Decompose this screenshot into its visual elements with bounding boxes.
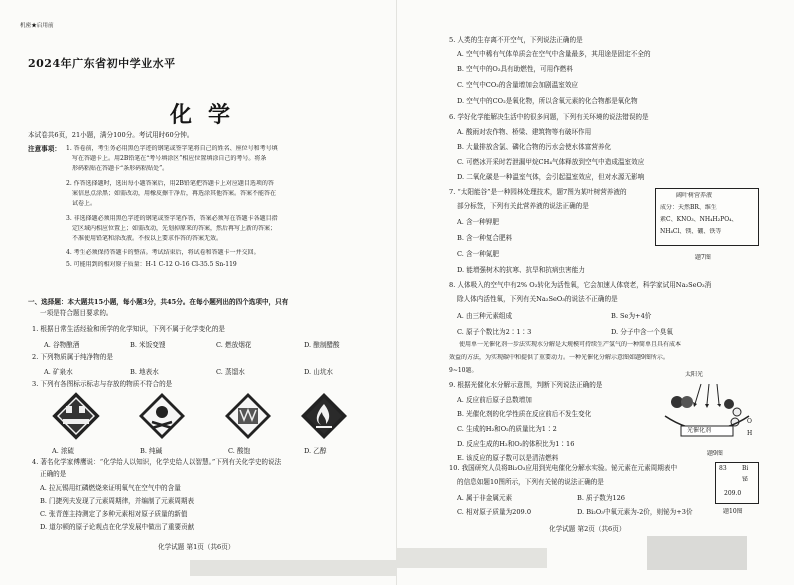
atomic-mass: 209.0 bbox=[724, 490, 742, 497]
q9-option-d: D. 反应生成的H₂和O₂的体积比为1∶16 bbox=[457, 440, 575, 448]
q7-option-d: D. 能增强树木的抗寒、抗旱和抗病虫害能力 bbox=[457, 266, 585, 274]
question-2: 2. 下列物质属于纯净物的是 bbox=[32, 353, 113, 361]
nutrient-label-line: 成分：天然BR、维生 bbox=[660, 204, 717, 211]
exam-intro: 本试卷共6页，21小题，满分100分。考试用时60分钟。 bbox=[28, 131, 194, 139]
q4-option-a: A. 拉瓦锡用红磷燃烧来证明氧气在空气中的含量 bbox=[40, 484, 181, 492]
q3-option-a: A. 浓硫 bbox=[52, 447, 75, 455]
q10-option-a: A. 属于非金属元素 bbox=[457, 494, 513, 502]
scan-smudge bbox=[190, 560, 400, 576]
q1-option-c: C. 燃放烟花 bbox=[216, 341, 252, 349]
q6-option-a: A. 酸雨对农作物、桥梁、建筑物等有破坏作用 bbox=[457, 128, 592, 136]
q10-option-c: C. 相对原子质量为209.0 bbox=[457, 508, 532, 516]
q10-option-b: B. 质子数为126 bbox=[577, 494, 625, 502]
question-9: 9. 根据光催化水分解示意图，判断下列说法正确的是 bbox=[449, 381, 603, 389]
nutrient-label-line: NH₄Cl、镁、硼、铁等 bbox=[660, 228, 722, 235]
q7-option-a: A. 含一种钾肥 bbox=[457, 218, 499, 226]
passage-line: 9~10题。 bbox=[449, 367, 478, 374]
q4-option-c: C. 张青莲主持测定了多种元素相对原子质量的新值 bbox=[40, 510, 188, 518]
page-footer: 化学试题 第2页（共6页） bbox=[549, 525, 626, 533]
passage-line: 效益的方法，为实现碳中和提供了重要动力。一种光催化分解示意图如题9图所示。 bbox=[449, 354, 669, 361]
hydrogen-legend-label: H bbox=[747, 430, 753, 437]
nutrient-label-box bbox=[655, 188, 759, 246]
exam-page-right bbox=[397, 0, 794, 585]
question-4: 正确的是 bbox=[40, 470, 67, 478]
q5-option-a: A. 空气中稀有气体单质会在空气中含量最多，其用途是固定不全的 bbox=[457, 50, 651, 58]
corrosive-hazard-icon bbox=[52, 392, 100, 440]
q1-option-a: A. 谷物酿酒 bbox=[44, 341, 80, 349]
question-10: 10. 我国研究人员将Bi₂O₃应用到光电催化分解水实验。铋元素在元素周期表中 bbox=[449, 464, 678, 472]
nutrient-label-title: 阔叶树营养液 bbox=[676, 192, 713, 199]
notes-label: 注意事项： bbox=[28, 145, 61, 153]
question-1: 1. 根据日常生活经验和所学的化学知识，下列不属于化学变化的是 bbox=[32, 325, 226, 333]
q3-option-c: C. 酸饱 bbox=[228, 447, 251, 455]
question-3: 3. 下列有各图标示标志与存放的物质不符合的是 bbox=[32, 380, 173, 388]
note-line: 写在答题卡上。用2B铅笔在“考号填涂区”相应位置填涂自己的考号。将条 bbox=[72, 155, 267, 162]
passage-line: 使用单一光催化剂一步法实现水分解是大规模可持续生产氢气的一种简单且具有成本 bbox=[459, 341, 682, 348]
q10-option-d: D. Bi₂O₃中氧元素为-2价，则铋为+3价 bbox=[577, 508, 693, 516]
q6-option-d: D. 二氧化碳是一种温室气体，会引起温室效应，但对水源无影响 bbox=[457, 173, 645, 181]
q8-option-a: A. 由三种元素组成 bbox=[457, 312, 513, 320]
photocatalyst-label: 光催化剂 bbox=[687, 427, 712, 434]
oxygen-legend-label: O bbox=[747, 418, 752, 425]
question-4: 4. 著名化学家傅鹰说：“化学给人以知识，化学史给人以智慧。”下列有关化学史的说法 bbox=[32, 458, 282, 466]
note-line: 2. 作答选择题时，选出每小题答案后，用2B铅笔把答题卡上对应题目选项的答 bbox=[66, 180, 274, 187]
q8-option-c: C. 原子个数比为2∶1∶3 bbox=[457, 328, 532, 336]
q4-option-d: D. 道尔顿的原子论观点在化学发展中做出了重要贡献 bbox=[40, 523, 195, 531]
note-line: 形码粘贴在答题卡“条形码粘贴处”。 bbox=[72, 165, 169, 172]
bismuth-element-card bbox=[715, 462, 759, 504]
q9-option-e: E. 该反应的原子数可以是清洁燃料 bbox=[457, 454, 559, 462]
figure-9-caption: 题9图 bbox=[707, 450, 723, 457]
note-line: 1. 答卷前，考生务必用黑色字迹的钢笔或签字笔将自己的姓名、座位号和考号填 bbox=[66, 145, 278, 152]
note-line: 定区域内相应位置上；如需改动，先划掉原来的答案，然后再写上新的答案； bbox=[72, 225, 277, 232]
atomic-number: 83 bbox=[719, 465, 727, 472]
scan-smudge bbox=[397, 548, 547, 568]
q5-option-c: C. 空气中CO₂的含量增加会加剧温室效应 bbox=[457, 81, 579, 89]
nutrient-label-line: 素C、KNO₃、NH₄H₂PO₄、 bbox=[660, 216, 738, 223]
photocatalysis-diagram bbox=[655, 382, 759, 450]
note-line: 3. 非选择题必须用黑色字迹的钢笔或签字笔作答，答案必须写在答题卡各题目指 bbox=[66, 215, 278, 222]
q2-option-c: C. 蒸馏水 bbox=[216, 368, 245, 376]
sunlight-label: 太阳光 bbox=[685, 371, 704, 378]
figure-10-caption: 题10图 bbox=[723, 508, 743, 515]
subject-title: 化学 bbox=[170, 102, 247, 128]
q2-option-a: A. 矿泉水 bbox=[44, 368, 73, 376]
exam-title: 2024年广东省初中学业水平 bbox=[28, 57, 176, 70]
q9-option-b: B. 光催化剂的化学性质在反应前后不发生变化 bbox=[457, 410, 592, 418]
toxic-hazard-icon bbox=[138, 392, 186, 440]
question-8: 8. 人体吸入的空气中有2% O₂转化为活性氧，它会加速人体衰老，科学家试用Na₂SeO₃消 bbox=[449, 281, 712, 289]
section-heading: 一项是符合题目要求的。 bbox=[40, 309, 113, 317]
q9-option-c: C. 生成的H₂和O₂的质量比为1∶2 bbox=[457, 425, 557, 433]
q2-option-d: D. 山坑水 bbox=[304, 368, 334, 376]
question-5: 5. 人类的生存离不开空气，下列说法正确的是 bbox=[449, 36, 583, 44]
q3-option-d: D. 乙醇 bbox=[304, 447, 327, 455]
q8-option-d: D. 分子中含一个臭氧 bbox=[611, 328, 673, 336]
q7-option-b: B. 含一种复合肥料 bbox=[457, 234, 513, 242]
q4-option-b: B. 门捷列夫发现了元素周期律，并编制了元素周期表 bbox=[40, 497, 195, 505]
question-10: 的信息如题10图所示，下列有关铋的说法正确的是 bbox=[457, 478, 604, 486]
q7-option-c: C. 含一种氮肥 bbox=[457, 250, 499, 258]
q9-option-a: A. 反应前后原子总数增加 bbox=[457, 396, 532, 404]
note-line: 不准使用铅笔和涂改液。不按以上要求作答的答案无效。 bbox=[72, 235, 223, 242]
note-line: 试卷上。 bbox=[72, 200, 97, 207]
page-footer: 化学试题 第1页（共6页） bbox=[158, 543, 235, 551]
question-8: 除人体内活性氧，下列有关Na₂SeO₃的说法不正确的是 bbox=[457, 295, 618, 303]
question-7: 部分标签，下列有关此营养液的说法正确的是 bbox=[457, 202, 589, 210]
q5-option-b: B. 空气中的O₂具有助燃性，可用作燃料 bbox=[457, 65, 573, 73]
note-line: 5. 可能用到的相对原子质量：H-1 C-12 O-16 Cl-35.5 Sn-119 bbox=[66, 261, 237, 268]
q1-option-d: D. 酿制醋酸 bbox=[304, 341, 340, 349]
element-symbol: Bi bbox=[742, 465, 749, 472]
q5-option-d: D. 空气中的CO₂是氧化物，所以含氧元素的化合物都是氧化物 bbox=[457, 97, 638, 105]
scan-smudge bbox=[647, 536, 747, 570]
note-line: 4. 考生必须保持答题卡的整洁。考试结束后，将试卷和答题卡一并交回。 bbox=[66, 249, 260, 256]
section-heading: 一、选择题：本大题共15小题，每小题3分，共45分。在每小题列出的四个选项中，只有 bbox=[28, 298, 289, 306]
question-7: 7. “太阳能谷”是一种园林处理技术，题7图为某叶树营养液的 bbox=[449, 188, 627, 196]
figure-7-caption: 题7图 bbox=[695, 254, 711, 261]
flammable-hazard-icon bbox=[300, 392, 348, 440]
note-line: 案信息点涂黑；如需改动，用橡皮擦干净后，再选涂其他答案。答案不能答在 bbox=[72, 190, 277, 197]
q8-option-b: B. Se为+4价 bbox=[611, 312, 652, 320]
explosive-hazard-icon bbox=[224, 392, 272, 440]
q3-option-b: B. 纯碱 bbox=[140, 447, 163, 455]
question-6: 6. 学好化学能解决生活中的很多问题，下列有关环境的说法错误的是 bbox=[449, 113, 649, 121]
q6-option-c: C. 可燃冰开采时若泄漏甲烷CH₄气体释放到空气中造成温室效应 bbox=[457, 158, 645, 166]
q1-option-b: B. 米饭变馊 bbox=[130, 341, 166, 349]
element-name: 铋 bbox=[742, 476, 749, 483]
q2-option-b: B. 地表水 bbox=[130, 368, 159, 376]
confidential-label: 机密★启用前 bbox=[20, 23, 54, 29]
q6-option-b: B. 大量排放含氯、磷化合物的污水会使水体富营养化 bbox=[457, 143, 612, 151]
